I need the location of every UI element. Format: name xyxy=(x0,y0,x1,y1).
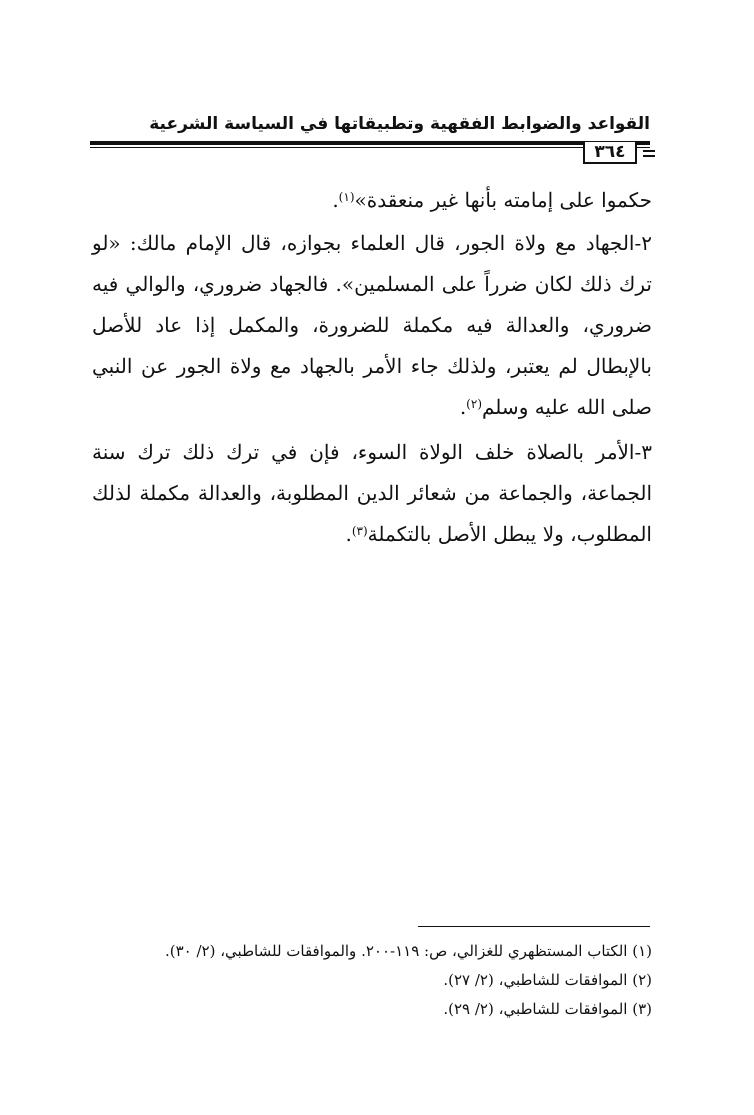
footnote: (٣) الموافقات للشاطبي، (٢/ ٢٩). xyxy=(443,1000,652,1018)
paragraph-end: . xyxy=(459,395,467,419)
footnote: (١) الكتاب المستظهري للغزالي، ص: ١١٩-٢٠٠. والموافقات للشاطبي، (٢/ ٣٠). xyxy=(164,942,652,960)
header-ornament-line xyxy=(643,155,655,157)
running-header-title: القواعد والضوابط الفقهية وتطبيقاتها في السياسة الشرعية xyxy=(149,114,650,134)
paragraph-text: ٣-الأمر بالصلاة خلف الولاة السوء، فإن في ترك ذلك ترك سنة الجماعة، والجماعة من شعائر الدين المطلوبة، والعدالة مكملة لذلك المطلوب، ولا يبطل الأصل بالتكملة xyxy=(92,440,652,546)
header-rule-thick xyxy=(90,141,650,145)
header-rule-thin xyxy=(90,147,650,148)
main-text xyxy=(92,180,652,559)
paragraph xyxy=(92,180,652,221)
paragraph xyxy=(92,223,652,428)
paragraph-end: . xyxy=(345,522,352,546)
footnote: (٢) الموافقات للشاطبي، (٢/ ٢٧). xyxy=(443,971,652,989)
paragraph-end: . xyxy=(332,188,339,212)
header-ornament-line xyxy=(643,150,655,152)
footnote-marker: (٣) xyxy=(351,524,368,538)
footnote-separator xyxy=(418,926,650,927)
paragraph xyxy=(92,432,652,555)
footnotes xyxy=(92,937,652,1024)
paragraph-text: حكموا على إمامته بأنها غير منعقدة» xyxy=(354,188,652,212)
footnote-marker: (٢) xyxy=(466,397,482,411)
paragraph-text: ٢-الجهاد مع ولاة الجور، قال العلماء بجوازه، قال الإمام مالك: «لو ترك ذلك لكان ضرراً على المسلمين». فالجهاد ضروري، والوالي فيه ضروري، والعدالة فيه مكملة للضرورة، والمكمل إذا عاد للأصل بالإبطال لم يعتبر، ولذلك جاء الأمر بالجهاد مع ولاة الجور عن النبي صلى الله عليه وسلم xyxy=(92,231,652,419)
page-number: ٣٦٤ xyxy=(583,142,637,164)
footnote-marker: (١) xyxy=(338,190,355,204)
